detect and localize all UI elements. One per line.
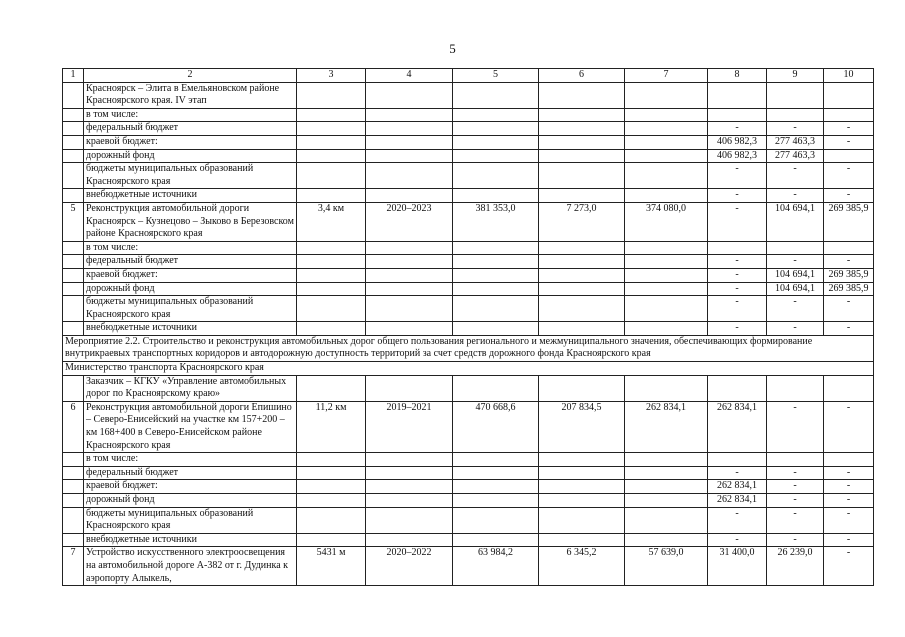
- year-2023-cell: 269 385,9: [824, 282, 874, 296]
- length-cell: [297, 255, 366, 269]
- period-cell: [366, 255, 453, 269]
- remaining-cell: 57 639,0: [625, 547, 708, 586]
- remaining-cell: [625, 507, 708, 533]
- year-2021-cell: [708, 241, 767, 255]
- row-number-cell: 5: [63, 202, 84, 241]
- item-name-cell: в том числе:: [84, 241, 297, 255]
- length-cell: [297, 494, 366, 508]
- period-cell: [366, 122, 453, 136]
- remaining-cell: [625, 453, 708, 467]
- row-number-cell: [63, 149, 84, 163]
- spent-cell: [539, 296, 625, 322]
- year-2023-cell: 269 385,9: [824, 268, 874, 282]
- table-row: [63, 322, 874, 336]
- table-row: [63, 122, 874, 136]
- remaining-cell: [625, 533, 708, 547]
- spent-cell: [539, 189, 625, 203]
- length-cell: [297, 163, 366, 189]
- length-cell: [297, 189, 366, 203]
- spent-cell: [539, 135, 625, 149]
- header-cell: 5: [453, 69, 539, 83]
- table-row: [63, 533, 874, 547]
- year-2023-cell: -: [824, 507, 874, 533]
- table-row: [63, 268, 874, 282]
- total-cost-cell: [453, 122, 539, 136]
- year-2022-cell: [767, 375, 824, 401]
- table-row: [63, 296, 874, 322]
- row-number-cell: [63, 135, 84, 149]
- total-cost-cell: [453, 533, 539, 547]
- period-cell: 2020–2022: [366, 547, 453, 586]
- year-2023-cell: -: [824, 135, 874, 149]
- item-name-cell: бюджеты муниципальных образований Красноярского края: [84, 163, 297, 189]
- year-2021-cell: [708, 82, 767, 108]
- row-number-cell: [63, 480, 84, 494]
- year-2023-cell: [824, 82, 874, 108]
- remaining-cell: [625, 296, 708, 322]
- measure-description: Мероприятие 2.2. Строительство и реконструкция автомобильных дорог общего пользования регионального и межмуниципального значения, обеспечивающих формирование внутрикраевых транспортных коридоров и автодорожную доступность территорий за счет средств дорожного фонда Красноярского края: [63, 335, 874, 361]
- remaining-cell: [625, 82, 708, 108]
- period-cell: [366, 507, 453, 533]
- year-2023-cell: -: [824, 547, 874, 586]
- year-2021-cell: [708, 108, 767, 122]
- length-cell: [297, 322, 366, 336]
- row-number-cell: [63, 494, 84, 508]
- length-cell: [297, 241, 366, 255]
- budget-table: [62, 68, 874, 586]
- remaining-cell: [625, 268, 708, 282]
- spent-cell: 207 834,5: [539, 401, 625, 452]
- spent-cell: [539, 268, 625, 282]
- total-cost-cell: [453, 82, 539, 108]
- row-number-cell: [63, 507, 84, 533]
- remaining-cell: [625, 255, 708, 269]
- total-cost-cell: [453, 282, 539, 296]
- year-2021-cell: -: [708, 163, 767, 189]
- spent-cell: [539, 241, 625, 255]
- year-2022-cell: 277 463,3: [767, 149, 824, 163]
- spent-cell: 7 273,0: [539, 202, 625, 241]
- row-number-cell: [63, 533, 84, 547]
- remaining-cell: [625, 149, 708, 163]
- year-2023-cell: -: [824, 255, 874, 269]
- spent-cell: [539, 453, 625, 467]
- year-2022-cell: -: [767, 494, 824, 508]
- length-cell: [297, 122, 366, 136]
- year-2022-cell: -: [767, 322, 824, 336]
- table-row: [63, 375, 874, 401]
- total-cost-cell: [453, 480, 539, 494]
- total-cost-cell: [453, 108, 539, 122]
- year-2022-cell: -: [767, 533, 824, 547]
- year-2023-cell: -: [824, 189, 874, 203]
- remaining-cell: [625, 163, 708, 189]
- period-cell: [366, 268, 453, 282]
- length-cell: [297, 533, 366, 547]
- year-2021-cell: -: [708, 268, 767, 282]
- year-2022-cell: [767, 453, 824, 467]
- period-cell: [366, 466, 453, 480]
- spent-cell: [539, 149, 625, 163]
- period-cell: [366, 494, 453, 508]
- row-number-cell: [63, 122, 84, 136]
- length-cell: 3,4 км: [297, 202, 366, 241]
- table-row: [63, 163, 874, 189]
- total-cost-cell: [453, 268, 539, 282]
- row-number-cell: [63, 296, 84, 322]
- item-name-cell: Заказчик – КГКУ «Управление автомобильных дорог по Красноярскому краю»: [84, 375, 297, 401]
- year-2022-cell: -: [767, 480, 824, 494]
- total-cost-cell: [453, 453, 539, 467]
- row-number-cell: [63, 466, 84, 480]
- measure-description-row: [63, 335, 874, 361]
- length-cell: [297, 375, 366, 401]
- year-2021-cell: -: [708, 296, 767, 322]
- row-number-cell: [63, 108, 84, 122]
- year-2022-cell: 277 463,3: [767, 135, 824, 149]
- table-row: [63, 466, 874, 480]
- year-2023-cell: -: [824, 494, 874, 508]
- table-row: [63, 135, 874, 149]
- table-row: [63, 401, 874, 452]
- year-2021-cell: 262 834,1: [708, 494, 767, 508]
- spent-cell: [539, 122, 625, 136]
- period-cell: [366, 82, 453, 108]
- item-name-cell: дорожный фонд: [84, 494, 297, 508]
- year-2023-cell: 269 385,9: [824, 202, 874, 241]
- year-2023-cell: -: [824, 466, 874, 480]
- year-2021-cell: -: [708, 255, 767, 269]
- header-cell: 3: [297, 69, 366, 83]
- year-2023-cell: [824, 241, 874, 255]
- year-2021-cell: -: [708, 466, 767, 480]
- table-row: [63, 149, 874, 163]
- period-cell: [366, 322, 453, 336]
- spent-cell: [539, 282, 625, 296]
- table-row: [63, 241, 874, 255]
- year-2023-cell: -: [824, 533, 874, 547]
- year-2022-cell: -: [767, 255, 824, 269]
- length-cell: [297, 507, 366, 533]
- length-cell: [297, 480, 366, 494]
- year-2023-cell: -: [824, 480, 874, 494]
- row-number-cell: 6: [63, 401, 84, 452]
- year-2023-cell: [824, 149, 874, 163]
- table-row: [63, 202, 874, 241]
- year-2021-cell: 31 400,0: [708, 547, 767, 586]
- year-2021-cell: [708, 453, 767, 467]
- header-cell: 9: [767, 69, 824, 83]
- remaining-cell: [625, 480, 708, 494]
- item-name-cell: краевой бюджет:: [84, 480, 297, 494]
- item-name-cell: внебюджетные источники: [84, 533, 297, 547]
- length-cell: [297, 135, 366, 149]
- item-name-cell: федеральный бюджет: [84, 255, 297, 269]
- year-2023-cell: [824, 453, 874, 467]
- year-2021-cell: 262 834,1: [708, 401, 767, 452]
- total-cost-cell: [453, 296, 539, 322]
- spent-cell: 6 345,2: [539, 547, 625, 586]
- length-cell: [297, 82, 366, 108]
- row-number-cell: [63, 282, 84, 296]
- remaining-cell: [625, 189, 708, 203]
- header-row: [63, 69, 874, 83]
- period-cell: 2019–2021: [366, 401, 453, 452]
- year-2022-cell: -: [767, 507, 824, 533]
- total-cost-cell: [453, 494, 539, 508]
- year-2021-cell: -: [708, 122, 767, 136]
- remaining-cell: [625, 494, 708, 508]
- item-name-cell: в том числе:: [84, 453, 297, 467]
- header-cell: 8: [708, 69, 767, 83]
- remaining-cell: [625, 108, 708, 122]
- spent-cell: [539, 494, 625, 508]
- remaining-cell: [625, 322, 708, 336]
- header-cell: 1: [63, 69, 84, 83]
- item-name-cell: краевой бюджет:: [84, 135, 297, 149]
- row-number-cell: [63, 453, 84, 467]
- period-cell: [366, 480, 453, 494]
- spent-cell: [539, 480, 625, 494]
- row-number-cell: [63, 322, 84, 336]
- period-cell: [366, 282, 453, 296]
- ministry-name-row: [63, 362, 874, 376]
- item-name-cell: дорожный фонд: [84, 282, 297, 296]
- period-cell: [366, 533, 453, 547]
- year-2023-cell: -: [824, 163, 874, 189]
- year-2023-cell: -: [824, 122, 874, 136]
- year-2022-cell: -: [767, 189, 824, 203]
- total-cost-cell: [453, 189, 539, 203]
- period-cell: [366, 189, 453, 203]
- header-cell: 6: [539, 69, 625, 83]
- length-cell: [297, 453, 366, 467]
- spent-cell: [539, 108, 625, 122]
- total-cost-cell: [453, 149, 539, 163]
- year-2021-cell: -: [708, 322, 767, 336]
- length-cell: [297, 466, 366, 480]
- total-cost-cell: [453, 322, 539, 336]
- table-row: [63, 547, 874, 586]
- total-cost-cell: [453, 135, 539, 149]
- year-2022-cell: [767, 82, 824, 108]
- year-2021-cell: -: [708, 282, 767, 296]
- total-cost-cell: 470 668,6: [453, 401, 539, 452]
- item-name-cell: дорожный фонд: [84, 149, 297, 163]
- table-row: [63, 255, 874, 269]
- row-number-cell: [63, 268, 84, 282]
- period-cell: [366, 375, 453, 401]
- spent-cell: [539, 255, 625, 269]
- total-cost-cell: 63 984,2: [453, 547, 539, 586]
- year-2023-cell: -: [824, 296, 874, 322]
- remaining-cell: [625, 241, 708, 255]
- spent-cell: [539, 375, 625, 401]
- spent-cell: [539, 163, 625, 189]
- year-2022-cell: 104 694,1: [767, 202, 824, 241]
- item-name-cell: в том числе:: [84, 108, 297, 122]
- year-2023-cell: -: [824, 401, 874, 452]
- year-2021-cell: 406 982,3: [708, 135, 767, 149]
- year-2022-cell: [767, 241, 824, 255]
- remaining-cell: [625, 375, 708, 401]
- length-cell: [297, 108, 366, 122]
- length-cell: [297, 268, 366, 282]
- item-name-cell: внебюджетные источники: [84, 322, 297, 336]
- total-cost-cell: [453, 466, 539, 480]
- year-2022-cell: 26 239,0: [767, 547, 824, 586]
- table-row: [63, 494, 874, 508]
- length-cell: 11,2 км: [297, 401, 366, 452]
- remaining-cell: 374 080,0: [625, 202, 708, 241]
- table-row: [63, 453, 874, 467]
- spent-cell: [539, 466, 625, 480]
- item-name-cell: федеральный бюджет: [84, 122, 297, 136]
- spent-cell: [539, 82, 625, 108]
- year-2022-cell: -: [767, 163, 824, 189]
- period-cell: [366, 241, 453, 255]
- total-cost-cell: [453, 163, 539, 189]
- row-number-cell: [63, 255, 84, 269]
- item-name-cell: Устройство искусственного электроосвещения на автомобильной дороге А-382 от г. Дудинка к аэропорту Алыкель,: [84, 547, 297, 586]
- year-2022-cell: -: [767, 122, 824, 136]
- remaining-cell: [625, 122, 708, 136]
- total-cost-cell: 381 353,0: [453, 202, 539, 241]
- page-number: 5: [449, 41, 456, 56]
- year-2021-cell: -: [708, 189, 767, 203]
- table-row: [63, 480, 874, 494]
- year-2021-cell: -: [708, 202, 767, 241]
- table-row: [63, 189, 874, 203]
- header-cell: 7: [625, 69, 708, 83]
- header-cell: 2: [84, 69, 297, 83]
- item-name-cell: Реконструкция автомобильной дороги Красноярск – Кузнецово – Зыково в Березовском районе Красноярского края: [84, 202, 297, 241]
- period-cell: [366, 149, 453, 163]
- total-cost-cell: [453, 507, 539, 533]
- year-2021-cell: -: [708, 507, 767, 533]
- year-2022-cell: 104 694,1: [767, 268, 824, 282]
- year-2023-cell: [824, 375, 874, 401]
- year-2022-cell: -: [767, 466, 824, 480]
- total-cost-cell: [453, 255, 539, 269]
- total-cost-cell: [453, 375, 539, 401]
- remaining-cell: [625, 282, 708, 296]
- period-cell: [366, 296, 453, 322]
- remaining-cell: [625, 135, 708, 149]
- spent-cell: [539, 533, 625, 547]
- item-name-cell: краевой бюджет:: [84, 268, 297, 282]
- header-cell: 10: [824, 69, 874, 83]
- year-2021-cell: [708, 375, 767, 401]
- row-number-cell: [63, 189, 84, 203]
- row-number-cell: [63, 375, 84, 401]
- period-cell: 2020–2023: [366, 202, 453, 241]
- period-cell: [366, 135, 453, 149]
- length-cell: 5431 м: [297, 547, 366, 586]
- row-number-cell: [63, 82, 84, 108]
- year-2021-cell: 262 834,1: [708, 480, 767, 494]
- header-cell: 4: [366, 69, 453, 83]
- length-cell: [297, 282, 366, 296]
- remaining-cell: [625, 466, 708, 480]
- table-row: [63, 108, 874, 122]
- spent-cell: [539, 322, 625, 336]
- spent-cell: [539, 507, 625, 533]
- year-2022-cell: -: [767, 401, 824, 452]
- table-row: [63, 282, 874, 296]
- remaining-cell: 262 834,1: [625, 401, 708, 452]
- row-number-cell: [63, 241, 84, 255]
- item-name-cell: внебюджетные источники: [84, 189, 297, 203]
- item-name-cell: Красноярск – Элита в Емельяновском районе Красноярского края. IV этап: [84, 82, 297, 108]
- item-name-cell: Реконструкция автомобильной дороги Епишино – Северо-Енисейский на участке км 157+200 – км 168+400 в Северо-Енисейском районе Красноярского края: [84, 401, 297, 452]
- year-2023-cell: [824, 108, 874, 122]
- period-cell: [366, 108, 453, 122]
- table-row: [63, 82, 874, 108]
- year-2021-cell: 406 982,3: [708, 149, 767, 163]
- row-number-cell: [63, 163, 84, 189]
- length-cell: [297, 149, 366, 163]
- period-cell: [366, 453, 453, 467]
- year-2022-cell: 104 694,1: [767, 282, 824, 296]
- item-name-cell: бюджеты муниципальных образований Красноярского края: [84, 507, 297, 533]
- item-name-cell: бюджеты муниципальных образований Красноярского края: [84, 296, 297, 322]
- ministry-name: Министерство транспорта Красноярского края: [63, 362, 874, 376]
- length-cell: [297, 296, 366, 322]
- table-row: [63, 507, 874, 533]
- year-2022-cell: -: [767, 296, 824, 322]
- item-name-cell: федеральный бюджет: [84, 466, 297, 480]
- year-2023-cell: -: [824, 322, 874, 336]
- year-2022-cell: [767, 108, 824, 122]
- total-cost-cell: [453, 241, 539, 255]
- row-number-cell: 7: [63, 547, 84, 586]
- year-2021-cell: -: [708, 533, 767, 547]
- period-cell: [366, 163, 453, 189]
